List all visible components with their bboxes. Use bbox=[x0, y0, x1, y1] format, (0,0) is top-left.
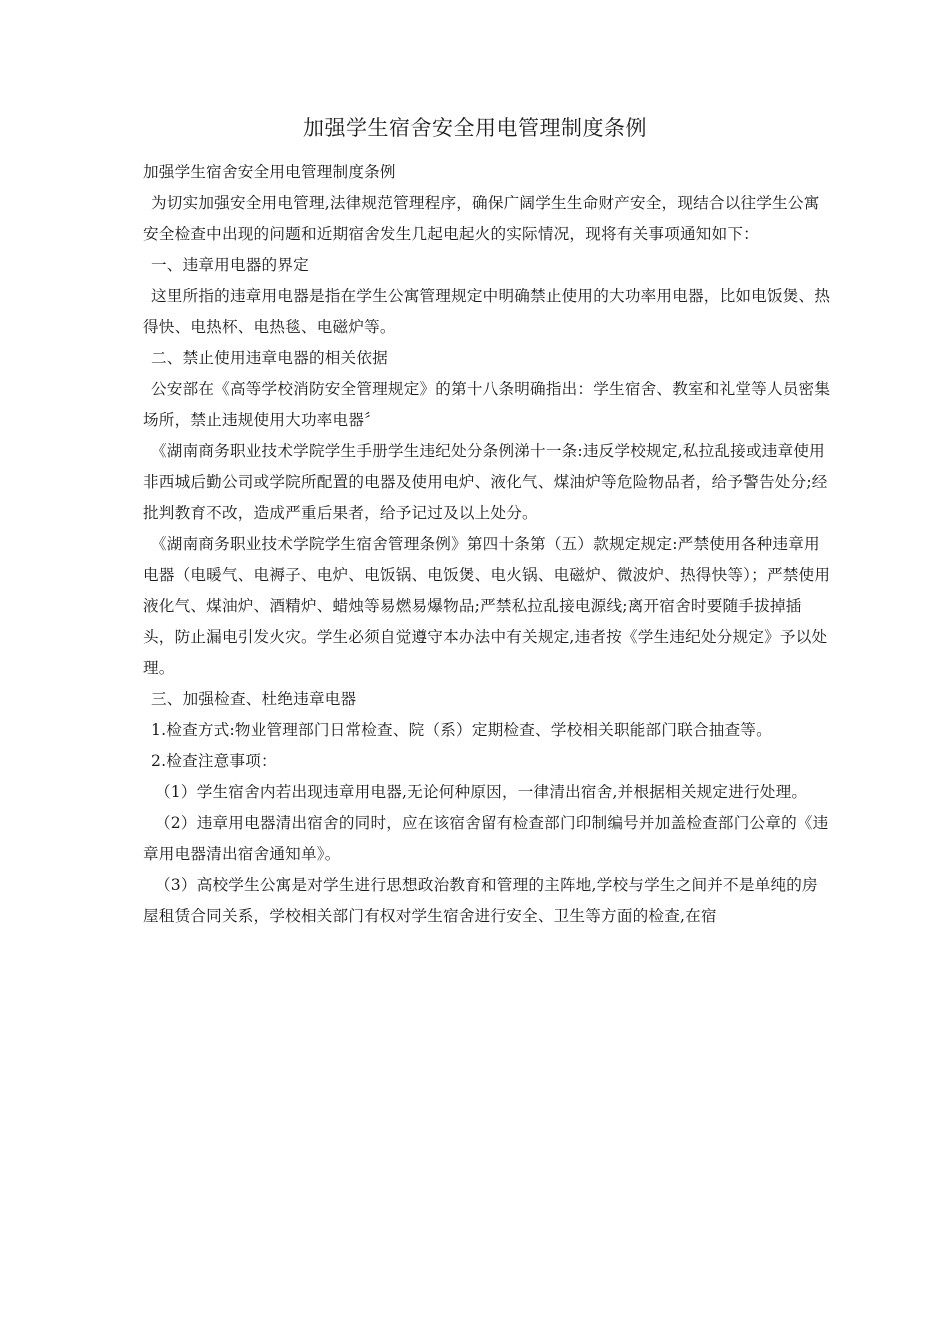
section-3-subitem-2: （2）违章用电器清出宿舍的同时，应在该宿舍留有检查部门印制编号并加盖检查部门公章的《违章用电器清出宿舍通知单》。 bbox=[143, 814, 829, 863]
document-subtitle: 加强学生宿舍安全用电管理制度条例 bbox=[143, 163, 396, 181]
section-2-paragraph-3: 《湖南商务职业技术学院学生宿舍管理条例》第四十条第（五）款规定规定:严禁使用各种违章用电器（电暖气、电褥子、电炉、电饭锅、电饭煲、电火锅、电磁炉、微波炉、热得快等）；严禁使用液化气、煤油炉、酒精炉、蜡烛等易燃易爆物品;严禁私拉乱接电源线;离开宿舍时要随手拔掉插头，防止漏电引发火灾。学生必须自觉遵守本办法中有关规定,违者按《学生违纪处分规定》予以处理。 bbox=[143, 535, 831, 677]
section-3-subitem-3: （3）高校学生公寓是对学生进行思想政治教育和管理的主阵地,学校与学生之间并不是单纯的房屋租赁合同关系，学校相关部门有权对学生宿舍进行安全、卫生等方面的检查,在宿 bbox=[143, 876, 818, 925]
section-3-item-2: 2.检查注意事项： bbox=[151, 752, 277, 770]
section-3-subitem-1: （1）学生宿舍内若出现违章用电器,无论何种原因，一律清出宿舍,并根据相关规定进行处理。 bbox=[155, 783, 808, 801]
document-body bbox=[143, 157, 833, 932]
section-3-heading: 三、加强检查、杜绝违章电器 bbox=[151, 690, 357, 708]
section-1-paragraph: 这里所指的违章用电器是指在学生公寓管理规定中明确禁止使用的大功率用电器，比如电饭煲、热得快、电热杯、电热毯、电磁炉等。 bbox=[143, 287, 831, 336]
section-2-paragraph-2: 《湖南商务职业技术学院学生手册学生违纪处分条例涕十一条:违反学校规定,私拉乱接或违章使用非西城后勤公司或学院所配置的电器及使用电炉、液化气、煤油炉等危险物品者，给予警告处分;经批判教育不改，造成严重后果者，给予记过及以上处分。 bbox=[143, 442, 828, 522]
document-title: 加强学生宿舍安全用电管理制度条例 bbox=[303, 116, 647, 140]
section-1-heading: 一、违章用电器的界定 bbox=[151, 256, 309, 274]
intro-paragraph: 为切实加强安全用电管理,法律规范管理程序，确保广阔学生生命财产安全，现结合以往学生公寓安全检查中出现的问题和近期宿舍发生几起电起火的实际情况，现将有关事项通知如下： bbox=[143, 194, 820, 243]
section-3-item-1: 1.检查方式:物业管理部门日常检查、院（系）定期检查、学校相关职能部门联合抽查等。 bbox=[151, 721, 772, 739]
section-2-paragraph-1: 公安部在《高等学校消防安全管理规定》的第十八条明确指出：学生宿舍、教室和礼堂等人员密集场所，禁止违规使用大功率电器〞 bbox=[143, 380, 831, 429]
section-2-heading: 二、禁止使用违章电器的相关依据 bbox=[151, 349, 388, 367]
